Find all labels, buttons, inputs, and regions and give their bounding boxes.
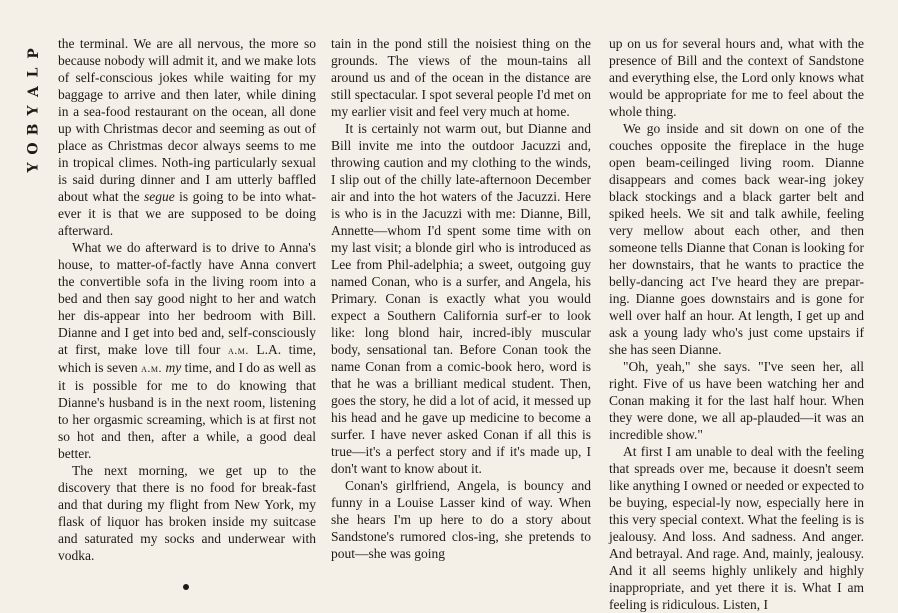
running-head-letter: Y — [25, 162, 42, 173]
end-bullet — [183, 584, 189, 590]
emphasis: my — [165, 360, 182, 375]
text-run: What we do afterward is to drive to Anna's house, to matter-of-factly have Anna convert the convertible sofa in the living room into a bed and then say good night to her and watch her dis-appear into her bedroom with Bill. Dianne and I get into bed and, self-consciously at first, make love till four — [58, 240, 316, 357]
running-head-letter: A — [25, 86, 42, 97]
paragraph: The next morning, we get up to the discovery that there is no food for break-fast and that during my flight from New York, my flask of liquor has broken inside my suitcase and saturated my socks and underwear with vodka. — [58, 463, 316, 563]
running-head — [26, 44, 42, 177]
paragraph — [58, 239, 316, 462]
small-caps: a.m. — [141, 361, 162, 375]
running-head-letter: L — [25, 67, 42, 78]
text-run: the terminal. We are all nervous, the more so because nobody will admit it, and we make lots of self-conscious jokes while waiting for my baggage to arrive and then later, while dining in a sea-food restaurant on the ocean, all done up with Christmas decor and seeming as out of place as Christmas decor always seems to me in tropical climes. Noth-ing particularly sexual is said during dinner and I am utterly baffled about what the — [58, 36, 316, 204]
running-head-letter: O — [25, 142, 42, 155]
paragraph: At first I am unable to deal with the feeling that spreads over me, because it doesn't seem like anything I owned or needed or expected to be buying, especial-ly now, especially here in this very special context. What the feeling is is jealousy. And loss. And sadness. And anger. And betrayal. And rage. And, mainly, jealousy. And it all seems highly unlikely and highly inappropriate, and yet there it is. What I am feeling is ridiculous. Listen, I — [609, 444, 864, 612]
text-run: L.A. time, which is seven — [58, 342, 316, 375]
running-head-letter: Y — [25, 105, 42, 116]
text-column-1 — [58, 35, 316, 564]
paragraph: It is certainly not warm out, but Dianne and Bill invite me into the outdoor Jacuzzi and, throwing caution and my clothing to the winds, I slip out of the chilly late-afternoon December air and into the hot waters of the Jacuzzi. Here is who is in the Jacuzzi with me: Dianne, Bill, Annette—whom I'd spent some time with on my last visit; a blonde girl who is introduced as Lee from Phil-adelphia; a sweet, outgoing guy named Conan, who is a surfer, and Angela, his Primary. Conan is exactly what you would expect a Southern California surf-er to look like: long blond hair, incred-ibly muscular body, sensational tan. Before Conan took the name Conan from a comic-book hero, word is that he was a brilliant medical student. Then, goes the story, he did a lot of acid, it messed up his head and he gave up medicine to become a surfer. I have never asked Conan if all this is true—it's a perfect story and if it's made up, I don't want to know about it. — [331, 121, 591, 476]
small-caps: a.m. — [227, 343, 249, 357]
paragraph: We go inside and sit down on one of the couches opposite the fireplace in the huge open beam-ceilinged living room. Dianne disappears and comes back wear-ing jokey black stockings and a black garter belt and spiked heels. We sit and talk awhile, feeling very mellow about each other, and then someone tells Dianne that Conan is looking for her downstairs, that he wants to practice the belly-dancing act I've heard they are prepar-ing. Dianne goes downstairs and is gone for well over half an hour. At length, I get up and ask a young lady who's just come upstairs if she has seen Dianne. — [609, 121, 864, 357]
paragraph: Conan's girlfriend, Angela, is bouncy and funny in a Louise Lasser kind of way. When she hears I'm up here to do a story about Sandstone's rumored clos-ing, she pretends to pout—she was going — [331, 478, 591, 561]
emphasis: segue — [143, 189, 175, 204]
text-column-3 — [609, 35, 864, 613]
text-run: is going to be into what-ever it is that we are supposed to be doing afterward. — [58, 189, 316, 238]
paragraph: up on us for several hours and, what with the presence of Bill and the context of Sandstone and everything else, the Lord only knows what would be appropriate for me to feel about the whole thing. — [609, 36, 864, 119]
text-run: time, and I do as well as it is possible for me to do knowing that Dianne's husband is in the next room, listening to her orgasmic screaming, which is at first not so hot and then, after a while, a good deal better. — [58, 360, 317, 461]
text-column-2 — [331, 35, 591, 562]
paragraph: tain in the pond still the noisiest thing on the grounds. The views of the moun-tains all around us and of the ocean in the distance are still spectacular. I spot several people I'd met on my earlier visit and feel very much at home. — [331, 36, 591, 119]
paragraph: "Oh, yeah," she says. "I've seen her, all right. Five of us have been watching her and Conan making it for the last half hour. When they were done, we all ap-plauded—it was an incredible show." — [609, 359, 864, 442]
running-head-letter: B — [25, 123, 42, 136]
paragraph — [58, 35, 316, 239]
running-head-letter: P — [25, 48, 42, 59]
